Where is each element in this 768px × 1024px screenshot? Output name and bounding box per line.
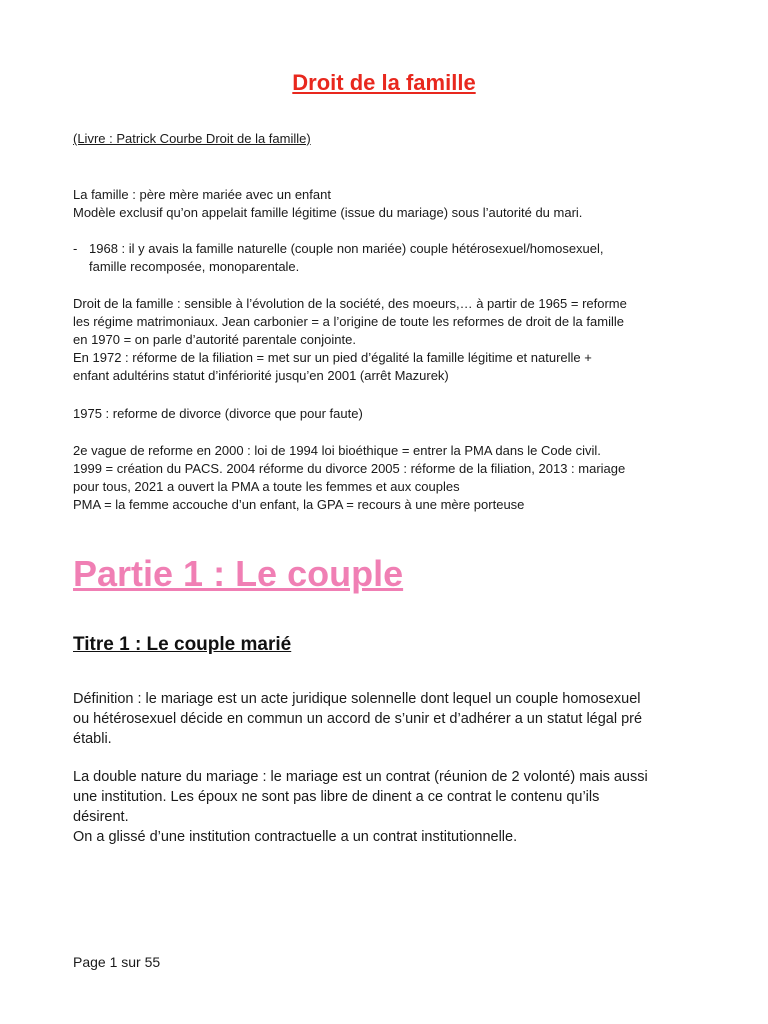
text-line: les régime matrimoniaux. Jean carbonier = a l’origine de toute les reformes de droit de la famille	[73, 314, 624, 329]
text-line: La double nature du mariage : le mariage est un contrat (réunion de 2 volonté) mais aussi	[73, 769, 648, 785]
text-line: en 1970 = on parle d’autorité parentale conjointe.	[73, 332, 356, 347]
text-line: famille recomposée, monoparentale.	[89, 259, 300, 274]
text-line: En 1972 : réforme de la filiation = met sur un pied d’égalité la famille légitime et naturelle +	[73, 350, 592, 365]
book-reference: (Livre : Patrick Courbe Droit de la famille)	[73, 131, 311, 146]
document-title: Droit de la famille	[292, 70, 476, 95]
double-nature-paragraph	[73, 767, 703, 847]
list-item	[89, 240, 703, 276]
reform-wave-paragraph	[73, 442, 703, 514]
bullet-marker: -	[73, 241, 78, 256]
text-line: ou hétérosexuel décide en commun un accord de s’unir et d’adhérer a un statut légal pré	[73, 711, 643, 727]
text-line: pour tous, 2021 a ouvert la PMA a toute les femmes et aux couples	[73, 479, 460, 494]
text-line: établi.	[73, 731, 112, 747]
text-line: Définition : le mariage est un acte juridique solennelle dont lequel un couple homosexuel	[73, 691, 641, 707]
text-line: 1968 : il y avais la famille naturelle (couple non mariée) couple hétérosexuel/homosexuel,	[89, 241, 604, 256]
text-line: Droit de la famille : sensible à l’évolution de la société, des moeurs,… à partir de 1965 = reforme	[73, 296, 627, 311]
part-heading: Partie 1 : Le couple	[73, 553, 404, 594]
text-line: enfant adultérins statut d’infériorité jusqu’en 2001 (arrêt Mazurek)	[73, 368, 449, 383]
text-line: une institution. Les époux ne sont pas libre de dinent a ce contrat le contenu qu’ils	[73, 789, 600, 805]
text-line: 1999 = création du PACS. 2004 réforme du divorce 2005 : réforme de la filiation, 2013 : mariage	[73, 461, 626, 476]
divorce-paragraph: 1975 : reforme de divorce (divorce que pour faute)	[73, 406, 363, 421]
evolution-paragraph	[73, 295, 703, 385]
text-line: PMA = la femme accouche d’un enfant, la GPA = recours à une mère porteuse	[73, 497, 525, 512]
intro-paragraph	[73, 186, 703, 222]
text-line: On a glissé d’une institution contractuelle a un contrat institutionnelle.	[73, 829, 518, 845]
text-line: La famille : père mère mariée avec un enfant	[73, 187, 331, 202]
text-line: Modèle exclusif qu’on appelait famille légitime (issue du mariage) sous l’autorité du mari.	[73, 205, 583, 220]
text-line: désirent.	[73, 809, 129, 825]
section-heading: Titre 1 : Le couple marié	[73, 634, 292, 655]
text-line: 2e vague de reforme en 2000 : loi de 1994 loi bioéthique = entrer la PMA dans le Code civil.	[73, 443, 601, 458]
page-number-footer: Page 1 sur 55	[73, 954, 161, 970]
definition-paragraph	[73, 689, 703, 749]
